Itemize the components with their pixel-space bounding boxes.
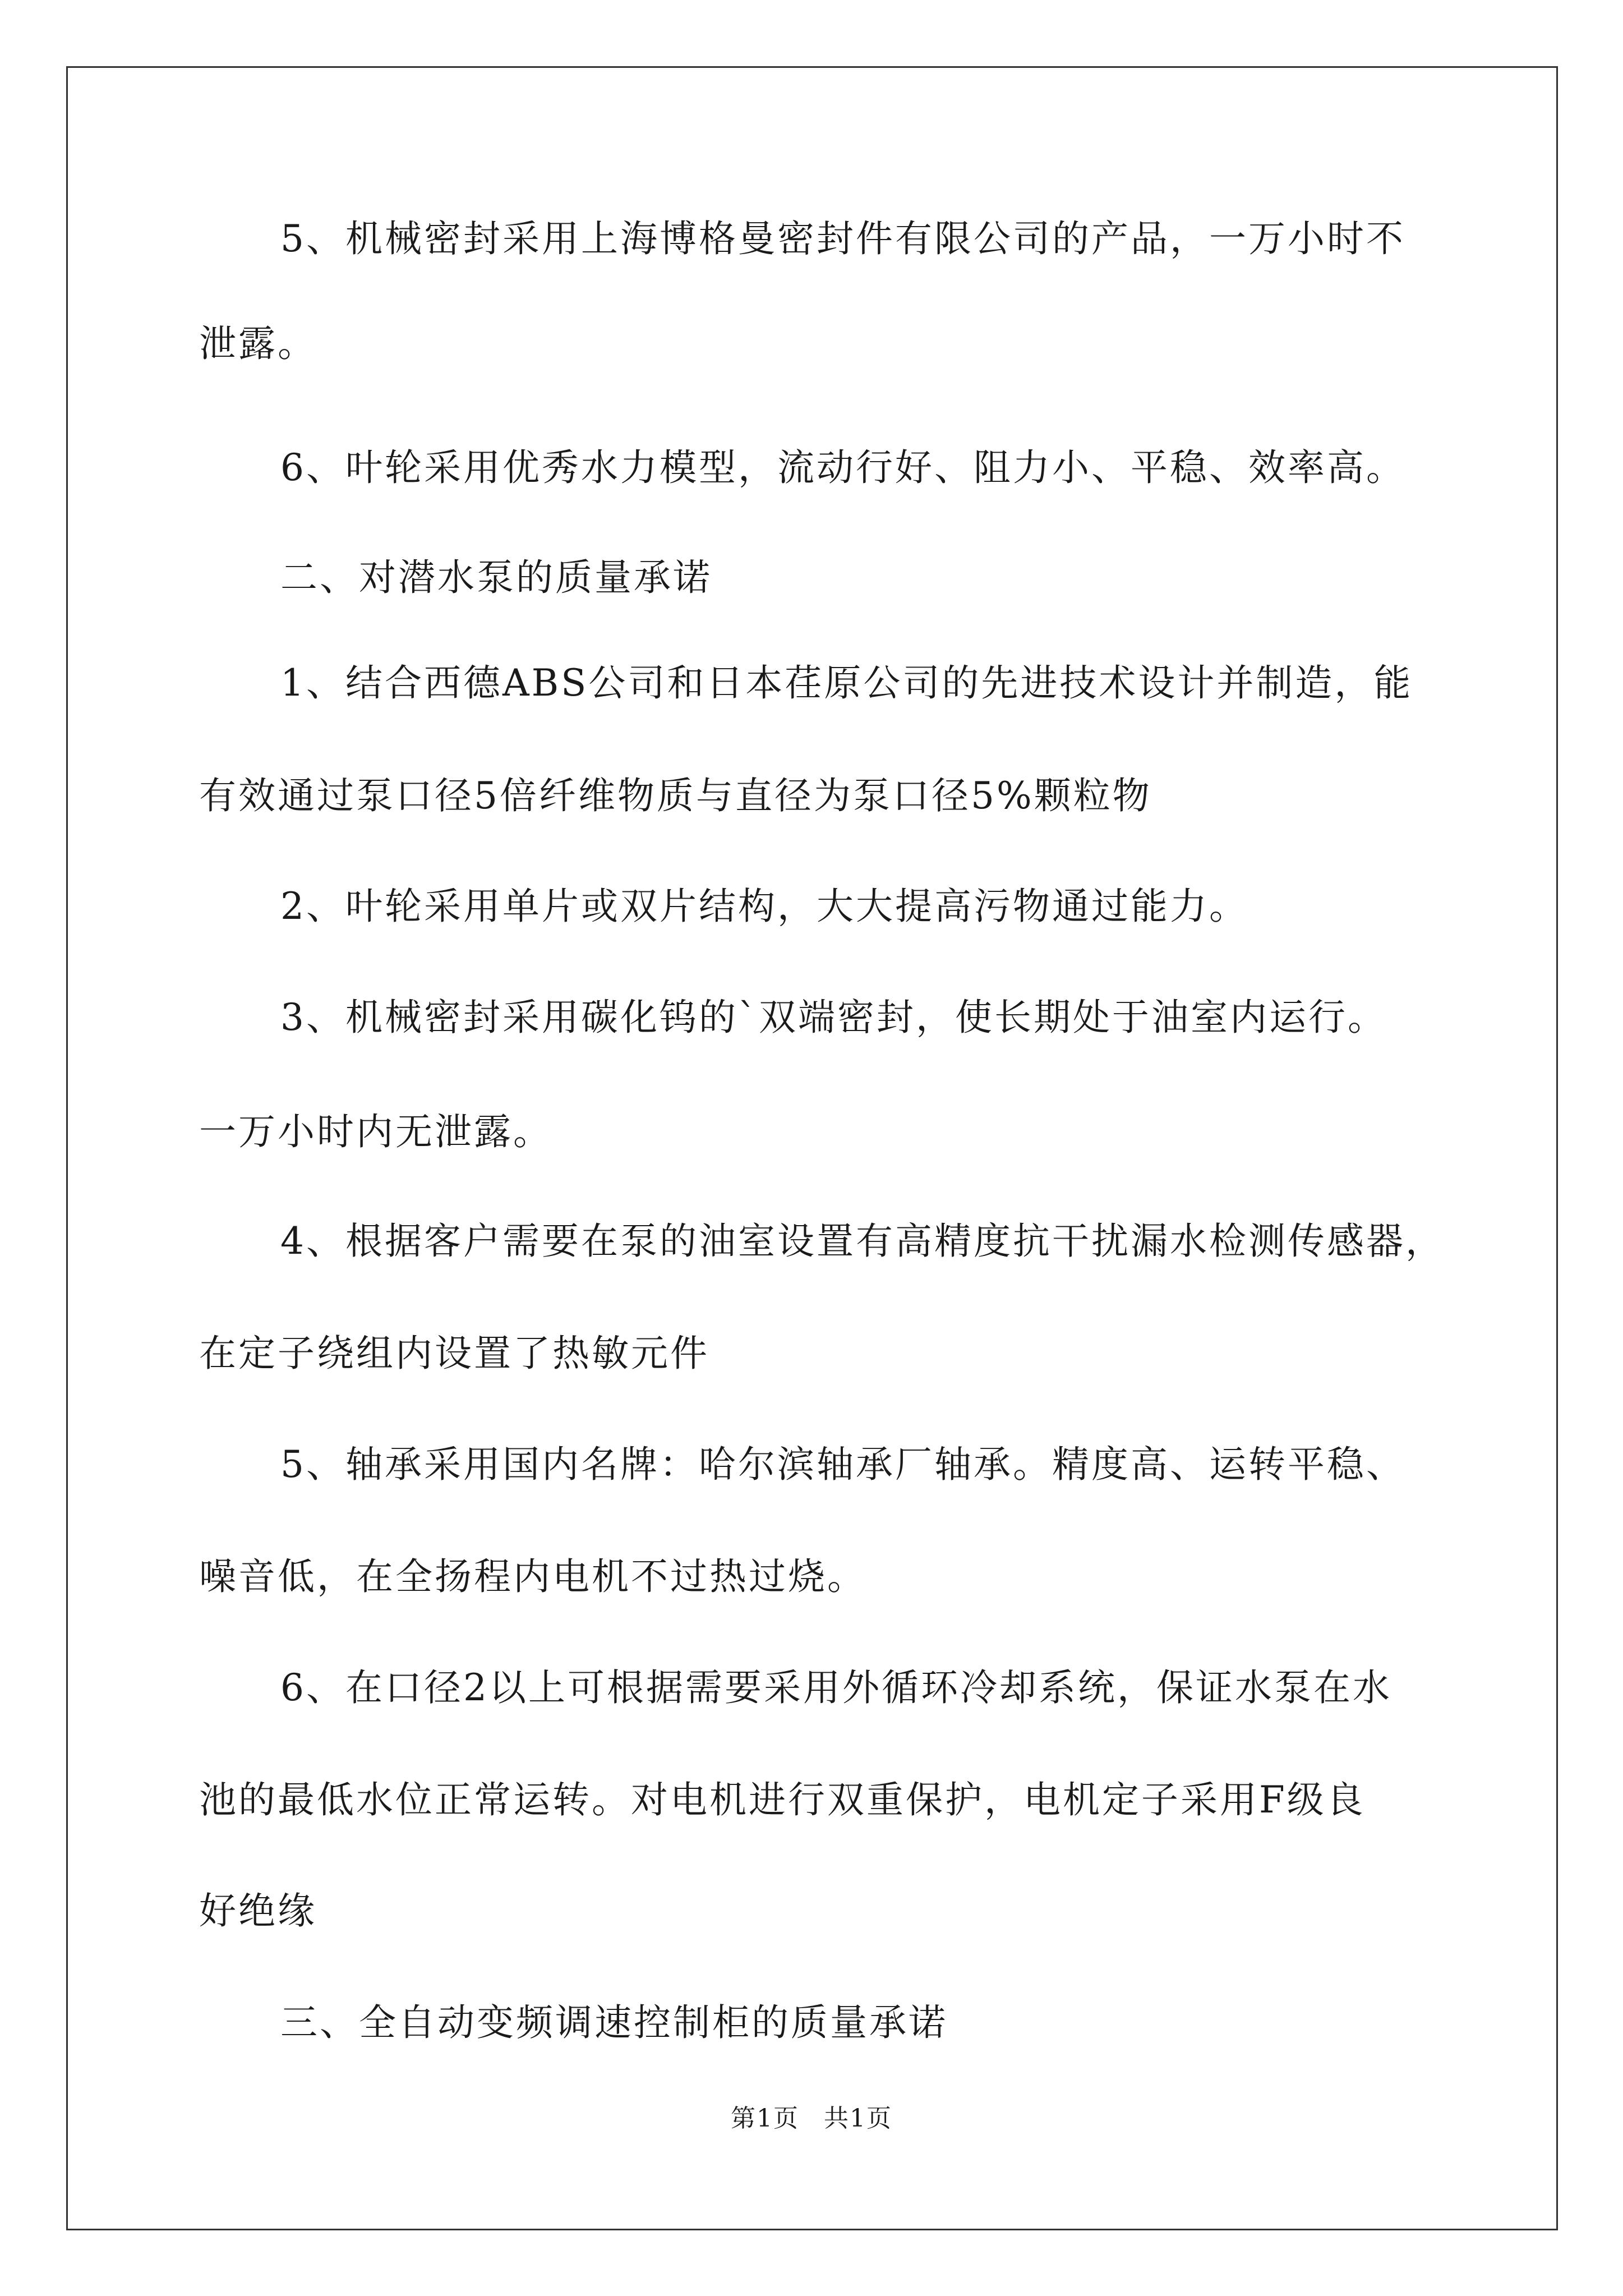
- paragraph-line: 6、叶轮采用优秀水力模型，流动行好、阻力小、平稳、效率高。: [280, 446, 1405, 489]
- paragraph-line: 在定子绕组内设置了热敏元件: [199, 1332, 709, 1375]
- paragraph-line: 2、叶轮采用单片或双片结构，大大提高污物通过能力。: [280, 885, 1248, 928]
- paragraph-line: 好绝缘: [199, 1889, 317, 1932]
- section-heading: 三、全自动变频调速控制柜的质量承诺: [280, 2001, 948, 2044]
- paragraph-line: 有效通过泵口径5倍纤维物质与直径为泵口径5%颗粒物: [199, 774, 1152, 817]
- paragraph-line: 4、根据客户需要在泵的油室设置有高精度抗干扰漏水检测传感器，: [280, 1220, 1445, 1263]
- page-footer: [0, 2098, 1623, 2134]
- page-total: 共1页: [824, 2104, 892, 2133]
- page-number: 第1页: [731, 2104, 799, 2133]
- paragraph-line: 5、轴承采用国内名牌：哈尔滨轴承厂轴承。精度高、运转平稳、: [280, 1443, 1405, 1486]
- paragraph-line: 1、结合西德ABS公司和日本荏原公司的先进技术设计并制造，能: [280, 661, 1413, 705]
- paragraph-line: 一万小时内无泄露。: [199, 1110, 552, 1153]
- paragraph-line: 池的最低水位正常运转。对电机进行双重保护，电机定子采用F级良: [199, 1778, 1366, 1821]
- paragraph-line: 3、机械密封采用碳化钨的`双端密封，使长期处于油室内运行。: [280, 996, 1387, 1039]
- paragraph-line: 噪音低，在全扬程内电机不过热过烧。: [199, 1555, 866, 1598]
- paragraph-line: 5、机械密封采用上海博格曼密封件有限公司的产品，一万小时不: [280, 217, 1405, 260]
- section-heading: 二、对潜水泵的质量承诺: [280, 556, 712, 599]
- paragraph-line: 6、在口径2以上可根据需要采用外循环冷却系统，保证水泵在水: [280, 1666, 1392, 1709]
- paragraph-line: 泄露。: [199, 322, 317, 365]
